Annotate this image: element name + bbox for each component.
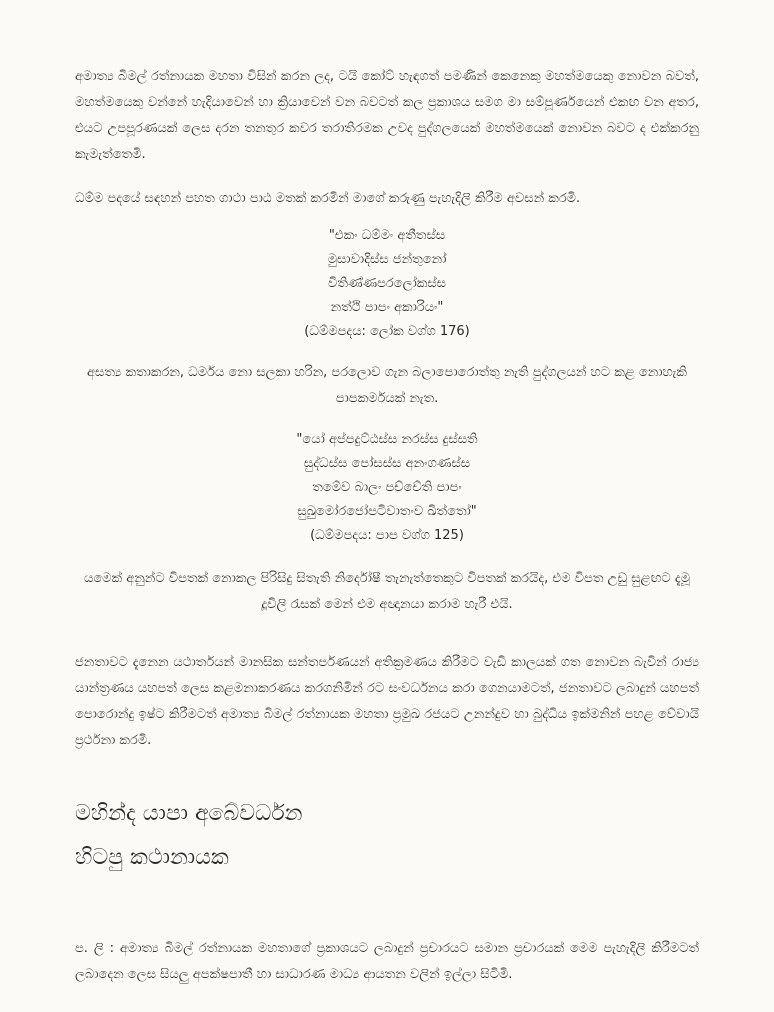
verse-2-line-4: සුඛුමෝරජෝපටිවාතංව ඛිත්තෝ" — [297, 504, 477, 519]
verse-2-line-2: සුද්ධස්ස පෝසස්ස අනංගණස්ස — [303, 456, 471, 471]
verse-2-line-3: තමේව බාලං පච්චේති පාපං — [312, 480, 462, 495]
verse-1-line-1: "එකං ධම්මං අතීතස්ස — [328, 228, 446, 243]
verse-2-line-1: "යෝ අප්පදුට්ඨස්ස නරස්ස දුස්සති — [296, 432, 478, 447]
intro-paragraph: අමාත්‍ය බිමල් රත්නායක මහතා විසින් කරන ලද, ටයි කෝට් හැඳගත් පමණින් කෙනෙකු මහත්මයෙකු නොවන බවත්, මහත්මයෙකු වන්නේ හැදියාවෙන් හා ක්‍රියාවෙන් වන බවටත් කල ප්‍රකාශය සමග මා සම්පූර්ණයෙන් එකඟ වන අතර, එයට උපපූරණයක් ලෙස දරන තනතුර කවර තරාතිරමක උවද පුද්ගලයෙක් මහත්මයෙක් නොවන බවට ද එක්කරනු කැමැත්තෙමි. — [75, 69, 699, 162]
verse-1-line-4: නත්ථි පාපං අකාරියං" — [330, 300, 444, 315]
verse-1-line-2: මුසාවාදිස්ස ජන්තුනෝ — [327, 252, 447, 267]
verse-1-citation: (ධම්මපදය: ලෝක වග්ග 176) — [304, 324, 470, 339]
verse-1-line-3: විතිණ්ණපරලෝකස්ස — [327, 276, 447, 291]
signature-block — [75, 794, 699, 878]
dhamma-intro-paragraph: ධම්ම පදයේ සඳහන් පහත ගාථා පාඨ මතක් කරමින් මාගේ කරුණු පැහැදිලි කිරීම අවසන් කරමි. — [75, 191, 581, 206]
postscript: ප. ලි : අමාත්‍ය බිමල් රත්නායක මහතාගේ ප්‍රකාශයට ලබාදුන් ප්‍රචාරයට සමාන ප්‍රචාරයක් මෙම පැහැදිලි කිරීමටත් ලබාදෙන ලෙස සියලු අපක්ෂපාතී හා සාධාරණ මාධ්‍ය ආයතන වලින් ඉල්ලා සිටිමි. — [75, 941, 699, 982]
verse-block-2 — [75, 428, 699, 548]
signature-title: හිටපු කථානායක — [75, 845, 229, 870]
signature-name: මහින්ද යාපා අබේවර්ධන — [75, 801, 303, 826]
verse-block-1 — [75, 224, 699, 344]
verse-2-citation: (ධම්මපදය: පාප වග්ග 125) — [310, 528, 464, 543]
explanation-paragraph-2: යමෙක් අනුන්ට විපතක් නොකල පිරිසිදු සිතැති නිර්දෝෂී තැනැත්තෙකුට විපතක් කරයිද, එම විපත උඩු සුළඟට දැමූ දූවිලි රැසක් මෙන් එම අඥානයා කරාම හැරී එයි. — [83, 571, 691, 612]
closing-paragraph: ජනතාවට දැනෙන යථාර්තයන් මානසික සන්තර්පණයන් අතික්‍රමණය කිරීමට වැඩි කාලයක් ගත නොවන බැවින් රාජ්‍ය යාන්ත්‍රණය යහපත් ලෙස කළමනාකරණය කරගනිමින් රට සංවර්ධනය කරා ගෙනයාමටත්, ජනතාවට ලබාදුන් යහපත් පොරොන්දු ඉෂ්ට කිරීමටත් අමාත්‍ය බිමල් රත්නායක මහතා ප්‍රමුඛ රජයට උනන්දුව හා බුද්ධිය ඉක්මනින් පහළ වේවායි ප්‍රර්ථනා කරමි. — [75, 655, 699, 748]
explanation-paragraph-1: අසත්‍ය කතාකරන, ධර්මය නො සලකා හරින, පරලොව ගැන බලාපොරොත්තු නැති පුද්ගලයන් හට කළ නොහැකි පාපකර්මයක් නැත. — [87, 365, 687, 406]
